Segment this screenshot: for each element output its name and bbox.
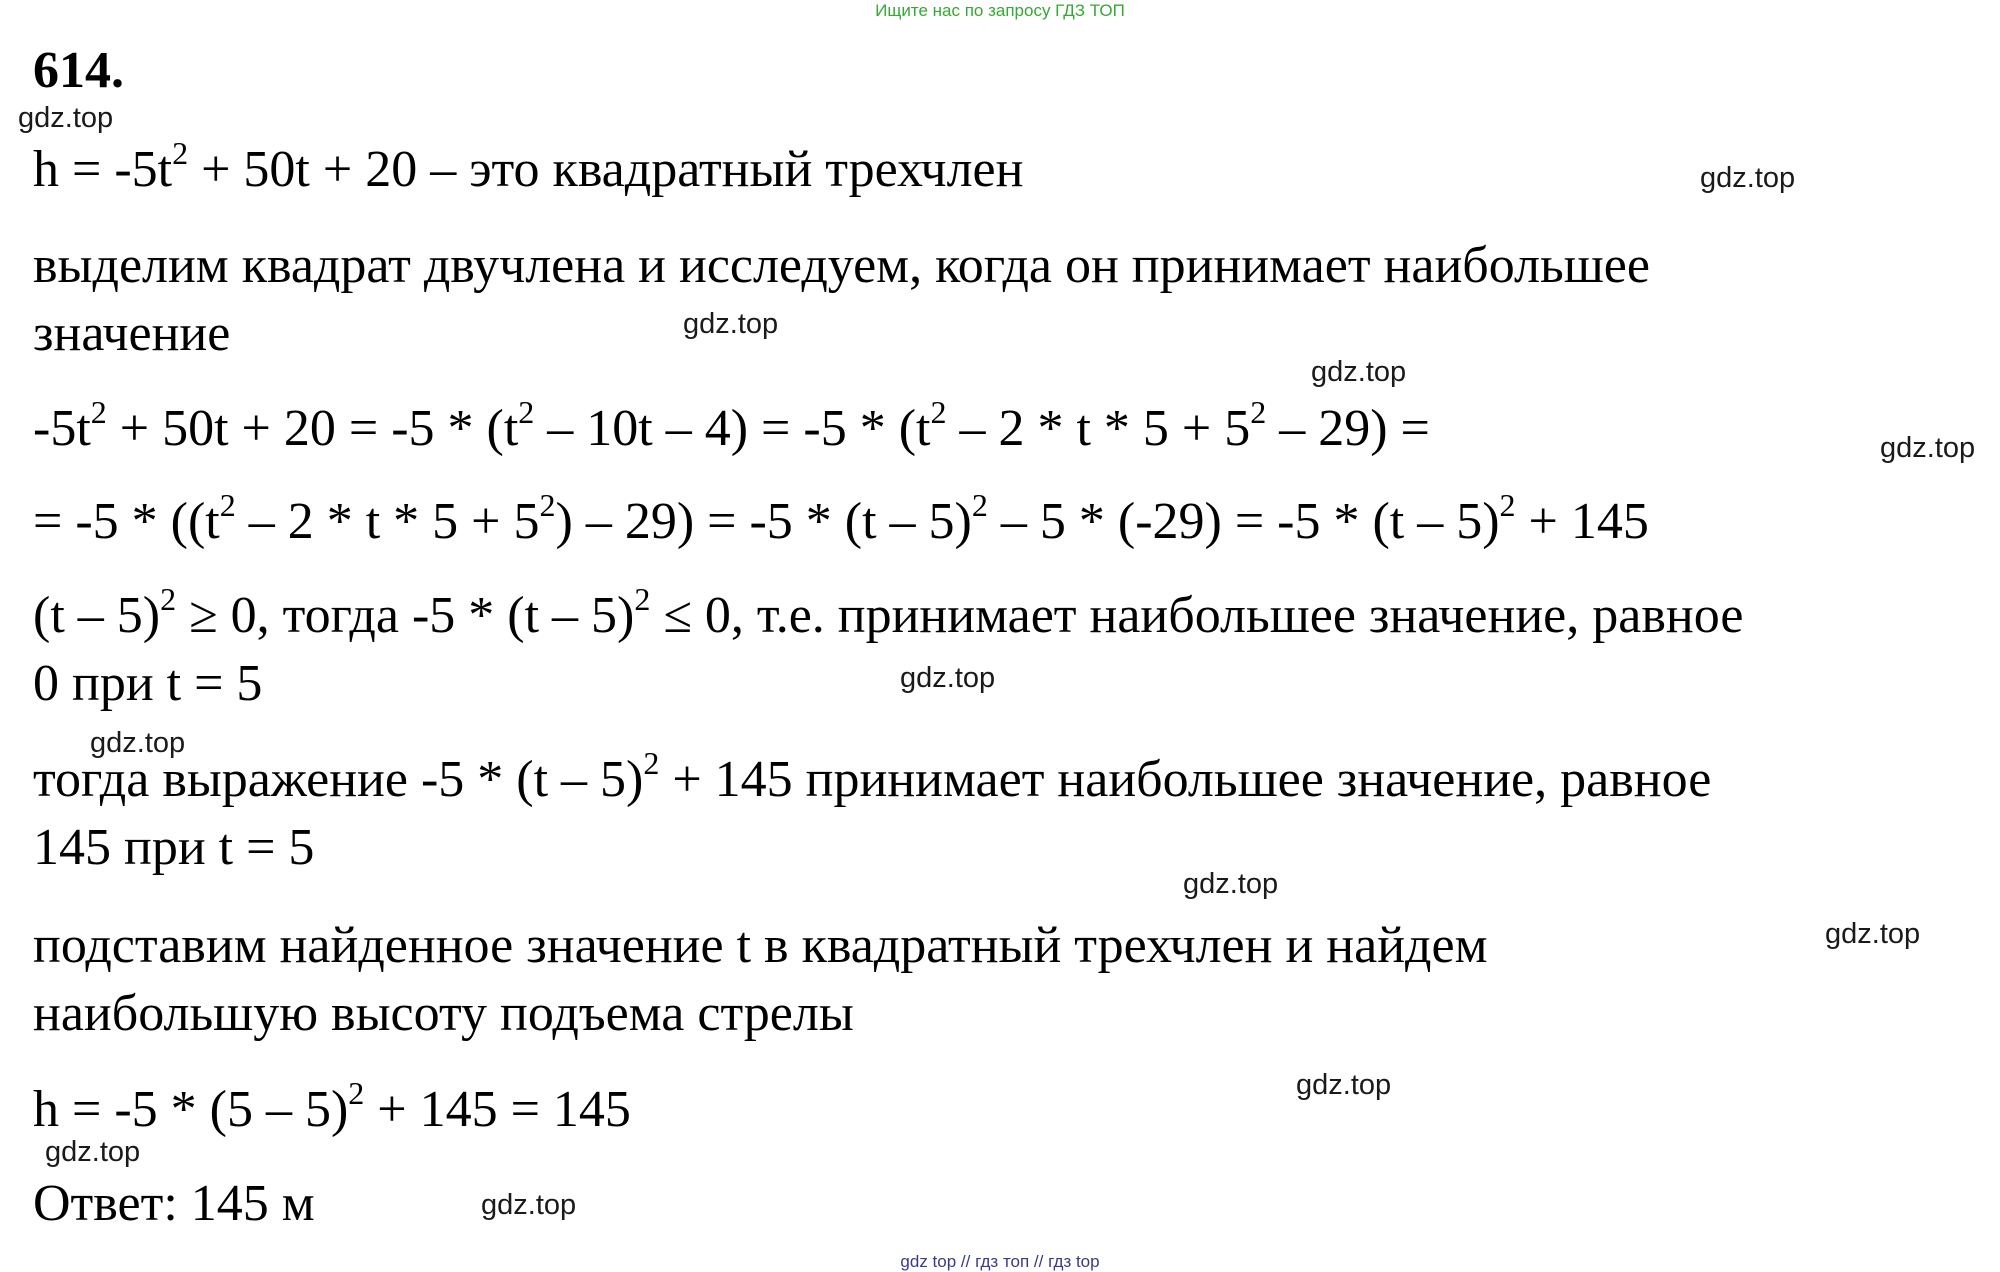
problem-number: 614. [33, 42, 124, 99]
superscript: 2 [634, 580, 651, 617]
top-banner: Ищите нас по запросу ГДЗ ТОП [875, 1, 1125, 20]
superscript: 2 [518, 393, 535, 430]
equation-line-6 [33, 582, 1743, 650]
watermark: gdz.top [18, 102, 114, 134]
watermark: gdz.top [481, 1189, 577, 1221]
superscript: 2 [160, 580, 177, 617]
text: – 10t – 4) = -5 * (t [534, 400, 931, 457]
text-line-9: 145 при t = 5 [33, 819, 315, 876]
text: + 145 [1515, 493, 1649, 550]
text-line-7: 0 при t = 5 [33, 655, 263, 712]
text: – 29) = [1266, 400, 1430, 457]
superscript: 2 [172, 134, 189, 171]
watermark: gdz.top [45, 1136, 141, 1168]
text: + 145 принимает наибольшее значение, равное [659, 751, 1712, 808]
superscript: 2 [90, 393, 107, 430]
equation-line-12 [33, 1076, 631, 1144]
superscript: 2 [971, 486, 988, 523]
watermark: gdz.top [1311, 356, 1407, 388]
equation-line-1 [33, 136, 1023, 204]
text: + 145 = 145 [364, 1081, 631, 1138]
text: тогда выражение -5 * (t – 5) [33, 751, 644, 808]
superscript: 2 [643, 744, 660, 781]
equation-line-4 [33, 395, 1430, 463]
text: – 2 * t * 5 + 5 [946, 400, 1251, 457]
watermark: gdz.top [1183, 868, 1279, 900]
text: – 2 * t * 5 + 5 [235, 493, 540, 550]
superscript: 2 [219, 486, 236, 523]
superscript: 2 [348, 1074, 365, 1111]
text-line-2: выделим квадрат двучлена и исследуем, когда он принимает наибольшее [33, 237, 1650, 294]
equation-line-5 [33, 488, 1649, 556]
equation-line-8 [33, 746, 1711, 814]
answer-line: Ответ: 145 м [33, 1175, 315, 1232]
watermark: gdz.top [90, 727, 186, 759]
text-line-11: наибольшую высоту подъема стрелы [33, 985, 854, 1042]
text: + 50t + 20 = -5 * (t [106, 400, 519, 457]
superscript: 2 [1499, 486, 1516, 523]
footer-watermark: gdz top // гдз топ // гдз top [900, 1252, 1100, 1271]
text: ≥ 0, тогда -5 * (t – 5) [176, 587, 635, 644]
text: = -5 * ((t [33, 493, 220, 550]
text: -5t [33, 400, 91, 457]
text: + 50t + 20 – это квадратный трехчлен [188, 141, 1024, 198]
superscript: 2 [1250, 393, 1267, 430]
watermark: gdz.top [683, 308, 779, 340]
text: ≤ 0, т.е. принимает наибольшее значение, равное [650, 587, 1744, 644]
text: h = -5 * (5 – 5) [33, 1081, 349, 1138]
watermark: gdz.top [1700, 162, 1796, 194]
text-line-3: значение [33, 305, 231, 362]
watermark: gdz.top [1825, 918, 1921, 950]
text: h = -5t [33, 141, 173, 198]
text: (t – 5) [33, 587, 161, 644]
watermark: gdz.top [1880, 432, 1976, 464]
text: ) – 29) = -5 * (t – 5) [555, 493, 972, 550]
watermark: gdz.top [1296, 1069, 1392, 1101]
superscript: 2 [930, 393, 947, 430]
superscript: 2 [539, 486, 556, 523]
text-line-10: подставим найденное значение t в квадратный трехчлен и найдем [33, 917, 1488, 974]
text: – 5 * (-29) = -5 * (t – 5) [987, 493, 1500, 550]
watermark: gdz.top [900, 662, 996, 694]
